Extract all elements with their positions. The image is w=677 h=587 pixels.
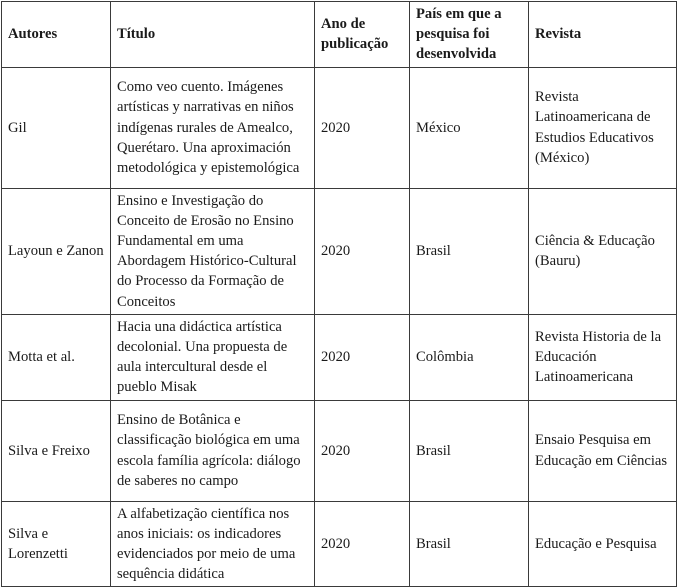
table-row [2, 188, 677, 314]
cell-authors: Motta et al. [2, 314, 111, 400]
cell-authors: Silva e Lorenzetti [2, 501, 111, 587]
cell-year: 2020 [315, 501, 410, 587]
cell-title: Como veo cuento. Imágenes artísticas y narrativas en niños indígenas rurales de Amealco, Querétaro. Una aproximación metodológica y epistemológica [111, 67, 315, 188]
cell-country: México [410, 67, 529, 188]
cell-title: Hacia una didáctica artística decolonial. Una propuesta de aula intercultural desde el pueblo Misak [111, 314, 315, 400]
header-journal: Revista [529, 2, 677, 68]
cell-journal: Revista Latinoamericana de Estudios Educativos (México) [529, 67, 677, 188]
cell-country: Brasil [410, 400, 529, 501]
table-row [2, 400, 677, 501]
cell-year: 2020 [315, 67, 410, 188]
table-row [2, 314, 677, 400]
header-year: Ano de publicação [315, 2, 410, 68]
cell-year: 2020 [315, 314, 410, 400]
cell-title: A alfabetização científica nos anos iniciais: os indicadores evidenciados por meio de uma sequência didática [111, 501, 315, 587]
cell-title: Ensino de Botânica e classificação biológica em uma escola família agrícola: diálogo de saberes no campo [111, 400, 315, 501]
header-country: País em que a pesquisa foi desenvolvida [410, 2, 529, 68]
cell-journal: Revista Historia de la Educación Latinoamericana [529, 314, 677, 400]
cell-authors: Gil [2, 67, 111, 188]
cell-title: Ensino e Investigação do Conceito de Erosão no Ensino Fundamental em uma Abordagem Histórico-Cultural do Processo da Formação de Conceitos [111, 188, 315, 314]
cell-country: Brasil [410, 501, 529, 587]
cell-country: Brasil [410, 188, 529, 314]
cell-authors: Layoun e Zanon [2, 188, 111, 314]
cell-journal: Ensaio Pesquisa em Educação em Ciências [529, 400, 677, 501]
cell-journal: Ciência & Educação (Bauru) [529, 188, 677, 314]
cell-year: 2020 [315, 188, 410, 314]
header-authors: Autores [2, 2, 111, 68]
cell-country: Colômbia [410, 314, 529, 400]
cell-authors: Silva e Freixo [2, 400, 111, 501]
cell-journal: Educação e Pesquisa [529, 501, 677, 587]
literature-table [1, 1, 677, 587]
table-row [2, 501, 677, 587]
table-header-row [2, 2, 677, 68]
cell-year: 2020 [315, 400, 410, 501]
table-row [2, 67, 677, 188]
header-title: Título [111, 2, 315, 68]
